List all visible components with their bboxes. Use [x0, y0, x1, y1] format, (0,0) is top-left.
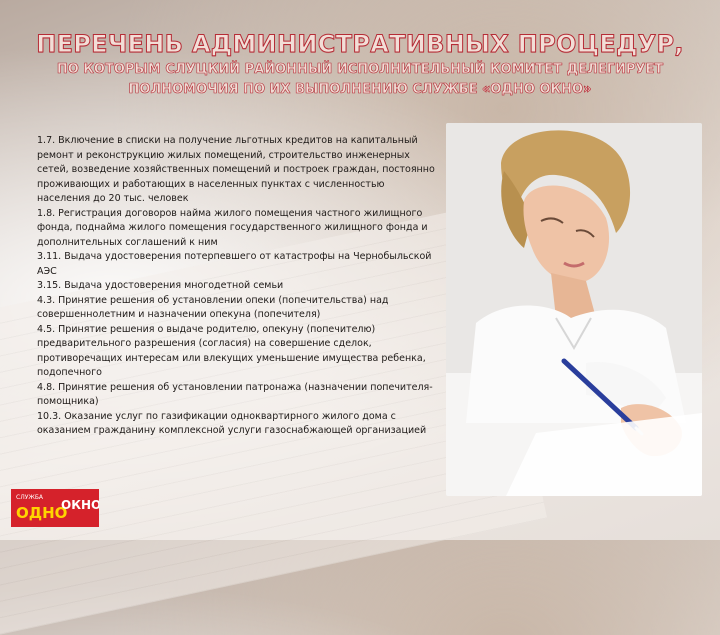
woman-writing-photo	[446, 123, 702, 496]
logo-icon	[11, 489, 99, 527]
svg-text:ОДНО: ОДНО	[16, 504, 68, 522]
one-window-logo	[11, 489, 99, 527]
woman-illustration	[446, 123, 702, 496]
page-subtitle: ПО КОТОРЫМ СЛУЦКИЙ РАЙОННЫЙ ИСПОЛНИТЕЛЬНЫЙ КОМИТЕТ ДЕЛЕГИРУЕТ ПОЛНОМОЧИЯ ПО ИХ ВЫПОЛНЕНИЮ СЛУЖБЕ «ОДНО ОКНО»	[56, 62, 664, 97]
procedures-text: 1.7. Включение в списки на получение льготных кредитов на капитальный ремонт и реконструкцию жилых помещений, строительство инженерных сетей, возведение хозяйственных помещений и построек граждан, постоянно проживающих и работающих в населенных пунктах с численностью населения до 20 тыс. человек 1.8. Регистрация договоров найма жилого помещения частного жилищного фонда, поднайма жилого помещения государственного жилищного фонда и дополнительных соглашений к ним 3.11. Выдача удостоверения потерпевшего от катастрофы на Чернобыльской АЭС 3.15. Выдача удостоверения многодетной семьи 4.3. Принятие решения об установлении опеки (попечительства) над совершеннолетним и назначении опекуна (попечителя) 4.5. Принятие решения о выдаче родителю, опекуну (попечителю) предварительного разрешения (согласия) на совершение сделок, противоречащих интересам или влекущих уменьшение имущества ребенка, подопечного 4.8. Принятие решения об установлении патронажа (назначении попечителя-помощника) 10.3. Оказание услуг по газификации одноквартирного жилого дома с оказанием гражданину комплексной услуги газоснабжающей организацией	[37, 135, 435, 436]
page-title: ПЕРЕЧЕНЬ АДМИНИСТРАТИВНЫХ ПРОЦЕДУР,	[36, 30, 684, 58]
svg-text:СЛУЖБА: СЛУЖБА	[16, 494, 44, 501]
svg-text:ОКНО: ОКНО	[61, 498, 99, 512]
